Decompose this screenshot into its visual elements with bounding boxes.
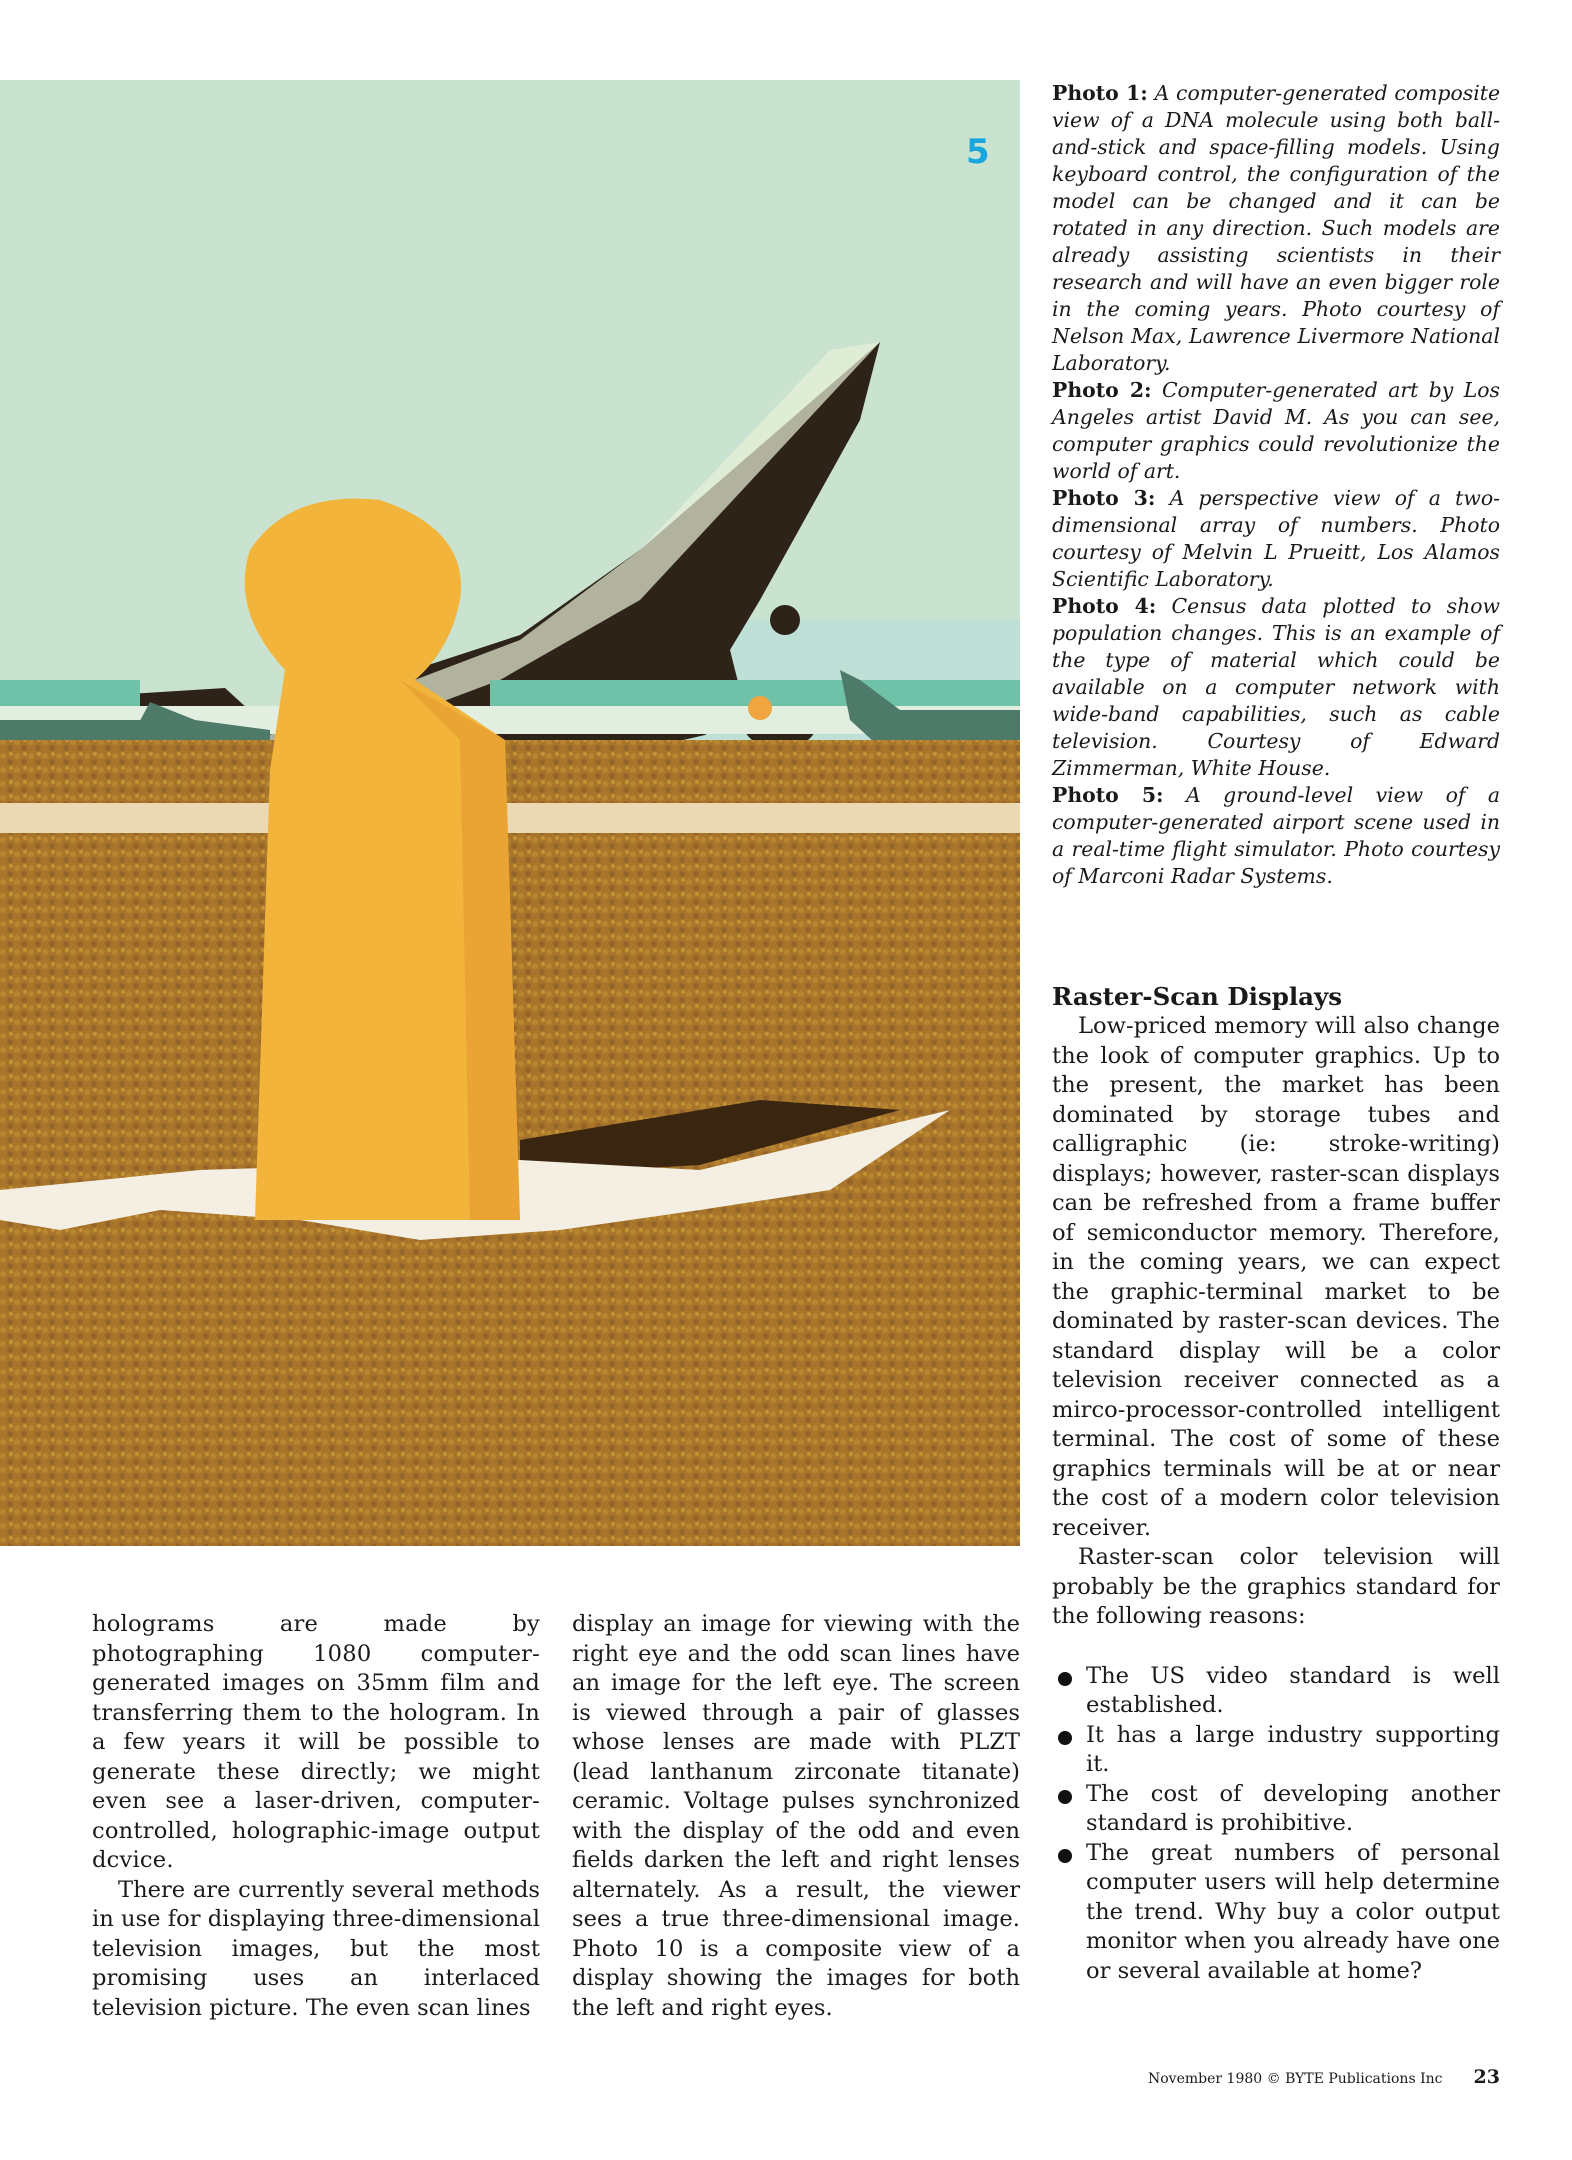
list-item [1052,1780,1500,1839]
bullet-icon [1058,1731,1072,1745]
photo-captions [1052,80,1500,890]
bullet-icon [1058,1849,1072,1863]
list-item [1052,1662,1500,1721]
footer-credit: November 1980 © BYTE Publications Inc [1148,2071,1443,2087]
list-item-text: The cost of developing another standard is prohibitive. [1086,1780,1500,1836]
bullet-icon [1058,1672,1072,1686]
caption-photo-3 [1052,485,1500,593]
bullet-icon [1058,1790,1072,1804]
caption-photo-4 [1052,593,1500,782]
list-item [1052,1721,1500,1780]
caption-text: Computer-generated art by Los Angeles artist David M. As you can see, computer graphics could revolutionize the world of art. [1052,378,1500,483]
list-item-text: The US video standard is well established. [1086,1662,1500,1718]
caption-label: Photo 3: [1052,486,1156,510]
article-column-3 [1052,982,1500,1986]
paragraph: holograms are made by photographing 1080 computer-generated images on 35mm film and transferring them to the hologram. In a few years it will be possible to generate these directly; we might even see a laser-driven, computer-controlled, holographic-image output dcvice. [92,1611,540,1873]
caption-text: A computer-generated composite view of a DNA molecule using both ball-and-stick and space-filling models. Using keyboard control, the configuration of the model can be changed and it can be rotated in any direction. Such models are already assisting scientists in their research and will have an even bigger role in the coming years. Photo courtesy of Nelson Max, Lawrence Livermore National Laboratory. [1052,81,1501,375]
caption-photo-5 [1052,782,1500,890]
caption-label: Photo 4: [1052,594,1157,618]
list-item-text: The great numbers of personal computer users will help determine the trend. Why buy a color output monitor when you already have one or several available at home? [1086,1839,1500,1984]
caption-text: A ground-level view of a computer-generated airport scene used in a real-time flight simulator. Photo courtesy of Marconi Radar Systems. [1052,783,1500,888]
airport-scene-illustration [0,80,1020,1546]
caption-photo-1 [1052,80,1500,377]
page-number: 23 [1473,2066,1500,2088]
caption-label: Photo 2: [1052,378,1152,402]
article-column-1 [92,1610,540,2023]
photo-5-airport-scene [0,80,1020,1546]
caption-text: A perspective view of a two-dimensional array of numbers. Photo courtesy of Melvin L Prueitt, Los Alamos Scientific Laboratory. [1052,486,1500,591]
caption-text: Census data plotted to show population changes. This is an example of the type of material which could be available on a computer network with wide-band capabilities, such as cable television. Courtesy of Edward Zimmerman, White House. [1052,594,1500,780]
caption-photo-2 [1052,377,1500,485]
caption-label: Photo 1: [1052,81,1148,105]
article-column-2 [572,1610,1020,2023]
paragraph: Raster-scan color television will probably be the graphics standard for the following reasons: [1052,1544,1500,1629]
caption-label: Photo 5: [1052,783,1164,807]
paragraph: display an image for viewing with the right eye and the odd scan lines have an image for the left eye. The screen is viewed through a pair of glasses whose lenses are made with PLZT (lead lanthanum zirconate titanate) ceramic. Voltage pulses synchronized with the display of the odd and even fields darken the left and right lenses alternately. As a result, the viewer sees a true three-dimensional image. Photo 10 is a composite view of a display showing the images for both the left and right eyes. [572,1611,1020,2021]
list-item-text: It has a large industry supporting it. [1086,1721,1500,1777]
page-footer [1148,2066,1500,2088]
paragraph: There are currently several methods in use for displaying three-dimensional television images, but the most promising uses an interlaced television picture. The even scan lines [92,1876,540,2021]
list-item [1052,1839,1500,1987]
section-heading: Raster-Scan Displays [1052,982,1343,1011]
photo-number-label: 5 [966,132,990,172]
paragraph: Low-priced memory will also change the look of computer graphics. Up to the present, the market has been dominated by storage tubes and calligraphic (ie: stroke-writing) displays; however, raster-scan displays can be refreshed from a frame buffer of semiconductor memory. Therefore, in the coming years, we can expect the graphic-terminal market to be dominated by raster-scan devices. The standard display will be a color television receiver connected as a mirco-processor-controlled intelligent terminal. The cost of some of these graphics terminals will be at or near the cost of a modern color television receiver. [1052,1013,1500,1541]
reasons-list [1052,1662,1500,1987]
